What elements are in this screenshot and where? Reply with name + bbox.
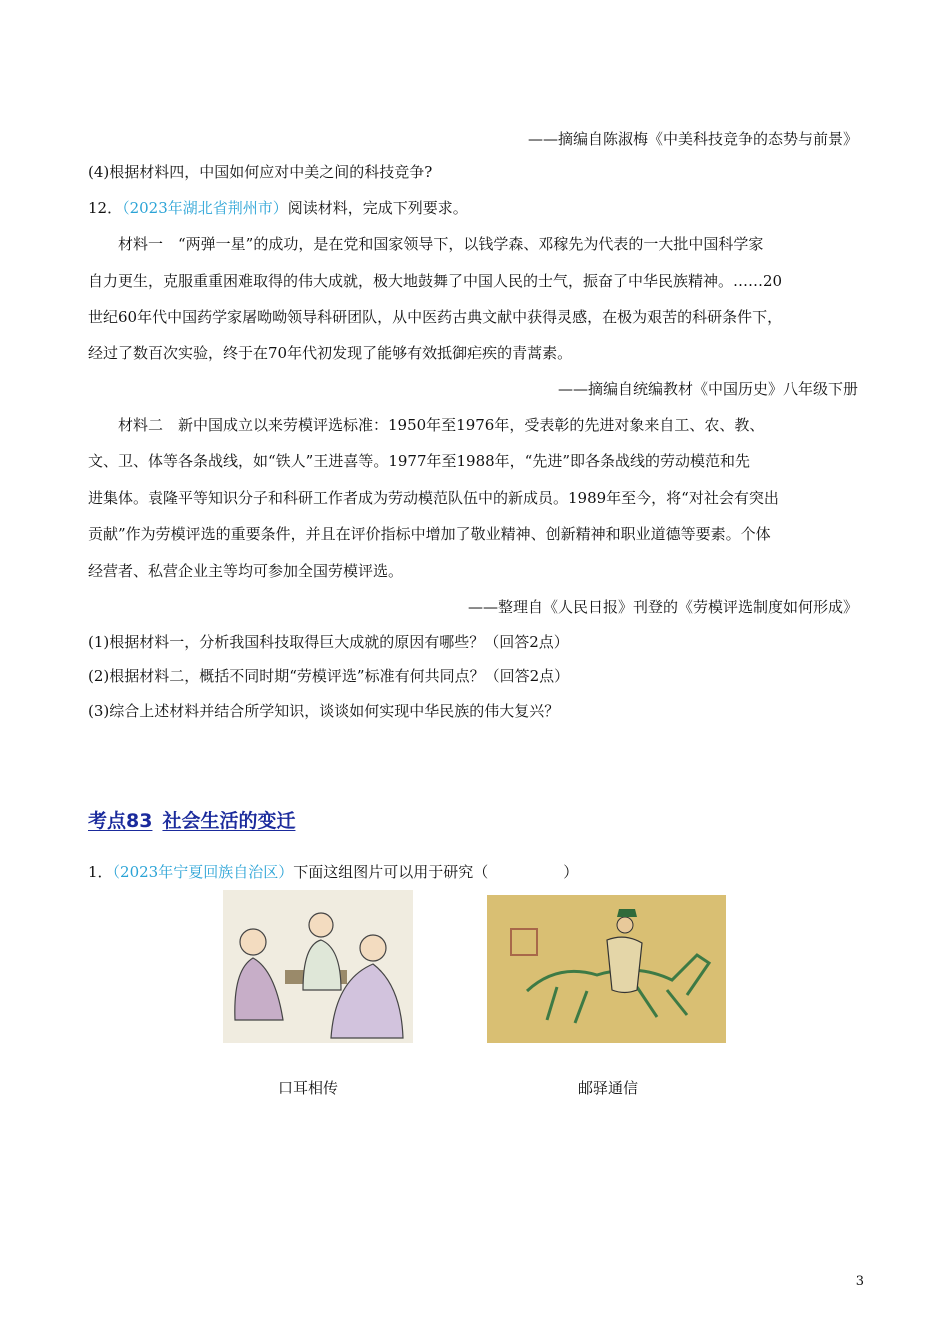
material-line: 材料一 “两弹一星”的成功，是在党和国家领导下，以钱学森、邓稼先为代表的一大批中国科学家 (118, 235, 764, 253)
material-line: 自力更生，克服重重困难取得的伟大成就，极大地鼓舞了中国人民的士气，振奋了中华民族精神。……20 (88, 272, 783, 290)
material-line: 贡献”作为劳模评选的重要条件，并且在评价指标中增加了敬业精神、创新精神和职业道德等要素。个体 (88, 525, 771, 543)
question-text: (1)根据材料一，分析我国科技取得巨大成就的原因有哪些？（回答2点） (88, 633, 569, 651)
courier-horse-painting (487, 895, 726, 1043)
question-prompt: 阅读材料，完成下列要求。 (287, 199, 468, 217)
question-12-header (88, 197, 468, 219)
question-text: (2)根据材料二，概括不同时期“劳模评选”标准有何共同点？（回答2点） (88, 667, 570, 685)
question-source: （2023年湖北省荆州市） (122, 199, 288, 217)
section-label: 考点83 (88, 810, 153, 832)
page-number: 3 (855, 1274, 864, 1289)
citation: ——摘编自统编教材《中国历史》八年级下册 (557, 380, 858, 398)
section-title: 社会生活的变迁 (162, 810, 296, 832)
citation: ——摘编自陈淑梅《中美科技竞争的态势与前景》 (527, 130, 858, 148)
material-line: 世纪60年代中国药学家屠呦呦领导科研团队，从中医药古典文献中获得灵感，在极为艰苦的科研条件下， (88, 308, 783, 326)
question-1-header (88, 861, 578, 883)
material-line: 进集体。袁隆平等知识分子和科研工作者成为劳动模范队伍中的新成员。1989年至今，将“对社会有突出 (88, 489, 779, 507)
word-of-mouth-illustration (223, 890, 413, 1043)
question-source: （2023年宁夏回族自治区） (112, 863, 294, 881)
material-line: 经营者、私营企业主等均可参加全国劳模评选。 (88, 562, 404, 580)
question-number: 12． (88, 199, 123, 217)
material-line: 文、卫、体等各条战线，如“铁人”王进喜等。1977年至1988年，“先进”即各条战线的劳动模范和先 (88, 452, 751, 470)
citation: ——整理自《人民日报》刊登的《劳模评选制度如何形成》 (467, 598, 858, 616)
question-text: (3)综合上述材料并结合所学知识，谈谈如何实现中华民族的伟大复兴？ (88, 702, 560, 720)
image-caption: 邮驿通信 (578, 1079, 639, 1097)
question-number: 1． (88, 863, 113, 881)
material-line: 经过了数百次实验，终于在70年代初发现了能够有效抵御疟疾的青蒿素。 (88, 344, 573, 362)
image-caption: 口耳相传 (278, 1079, 339, 1097)
section-heading (88, 806, 305, 833)
question-text: (4)根据材料四，中国如何应对中美之间的科技竞争? (88, 163, 433, 181)
question-prompt: 下面这组图片可以用于研究（ ） (293, 863, 579, 881)
material-line: 材料二 新中国成立以来劳模评选标准：1950年至1976年，受表彰的先进对象来自工、农、教、 (118, 416, 765, 434)
